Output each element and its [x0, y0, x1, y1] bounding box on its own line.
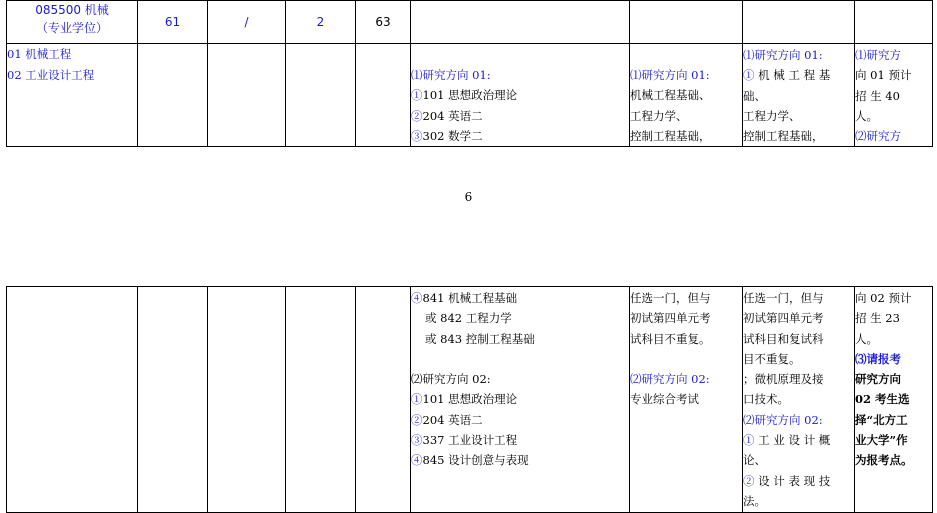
- empty-cell: [286, 287, 356, 513]
- quota-cell-b: /: [208, 1, 286, 44]
- equal-subjects-cell: [743, 287, 855, 513]
- retest-line: ⑴研究方向 01:: [630, 68, 710, 82]
- exam-line: ④841 机械工程基础: [411, 291, 518, 305]
- equal-line: ⑴研究方向 01:: [743, 48, 823, 62]
- exam-subjects-cell: [411, 44, 630, 147]
- equal-line: ；微机原理及接: [743, 372, 824, 387]
- note-line: 为报考点。: [855, 453, 913, 468]
- empty-cell: [356, 287, 411, 513]
- equal-line: 法。: [743, 493, 766, 508]
- empty-cell: [138, 287, 208, 513]
- note-line: 人。: [855, 331, 878, 346]
- empty-cell: [286, 44, 356, 147]
- equal-line: ① 工 业 设 计 概: [743, 433, 831, 448]
- major-cell: [7, 1, 138, 44]
- empty-cell: [208, 287, 286, 513]
- table-row-continued: [7, 287, 933, 513]
- note-line: 择“北方工: [855, 412, 908, 427]
- admissions-table-top: [6, 0, 933, 147]
- retest-subjects-cell: [630, 287, 743, 513]
- equal-line: 目不重复。: [743, 351, 801, 366]
- equal-line: ① 机 械 工 程 基: [743, 68, 831, 83]
- note-line: 研究方向: [855, 372, 901, 387]
- exam-line: [411, 349, 629, 369]
- exam-line: ③337 工业设计工程: [411, 433, 518, 448]
- note-line: 向 02 预计: [855, 291, 912, 305]
- retest-line: 机械工程基础、: [630, 88, 711, 103]
- retest-line: 试科目不重复。: [630, 331, 711, 346]
- note-line: ⑴研究方: [855, 48, 901, 62]
- note-line: 招 生 23: [855, 311, 900, 326]
- exam-subjects-cell: [411, 287, 630, 513]
- note-line: 招 生 40: [855, 88, 900, 103]
- exam-line: 或 842 工程力学: [425, 311, 512, 326]
- equal-line: 任选一门，但与: [743, 291, 824, 305]
- empty-cell: [630, 1, 743, 44]
- retest-subjects-cell: [630, 44, 743, 147]
- retest-line: ⑵研究方向 02:: [630, 372, 710, 387]
- equal-line: 口技术。: [743, 392, 789, 407]
- exam-line: ①101 思想政治理论: [411, 88, 518, 103]
- table-row-directions: [7, 44, 933, 147]
- equal-subjects-cell: [743, 44, 855, 147]
- exam-line: ③302 数学二: [411, 128, 483, 143]
- retest-line: [630, 349, 742, 369]
- equal-line: 工程力学、: [743, 108, 801, 123]
- exam-line: 或 843 控制工程基础: [425, 331, 535, 346]
- empty-cell: [7, 287, 138, 513]
- notes-cell: [855, 44, 933, 147]
- retest-line: 任选一门，但与: [630, 291, 711, 305]
- notes-cell: [855, 287, 933, 513]
- exam-line: ①101 思想政治理论: [411, 392, 518, 407]
- retest-line: 专业综合考试: [630, 392, 699, 407]
- equal-line: 础、: [743, 88, 766, 103]
- retest-line: 控制工程基础，: [630, 128, 711, 143]
- equal-line: 初试第四单元考: [743, 311, 824, 326]
- empty-cell: [855, 1, 933, 44]
- quota-cell-total: 63: [356, 1, 411, 44]
- exam-line: ④845 设计创意与表现: [411, 453, 529, 468]
- note-line: 业大学”作: [855, 433, 908, 448]
- major-type: （专业学位）: [35, 21, 108, 35]
- page-number: 6: [464, 190, 473, 204]
- direction-item: 02 工业设计工程: [7, 68, 95, 82]
- empty-cell: [356, 44, 411, 147]
- equal-line: 试科目和复试科: [743, 331, 824, 346]
- note-line: ⑶请报考: [855, 351, 901, 366]
- retest-line: 工程力学、: [630, 108, 688, 123]
- directions-cell: [7, 44, 138, 147]
- note-line: 向 01 预计: [855, 68, 912, 83]
- note-line: 人。: [855, 108, 878, 123]
- note-line: ⑵研究方: [855, 129, 901, 144]
- empty-cell: [138, 44, 208, 147]
- equal-line: 论、: [743, 453, 766, 468]
- quota-cell-a: 61: [138, 1, 208, 44]
- exam-line: ⑵研究方向 02:: [411, 372, 491, 387]
- note-line: 02 考生选: [855, 392, 910, 407]
- equal-line: 控制工程基础，: [743, 129, 824, 144]
- exam-line: ⑴研究方向 01:: [411, 68, 491, 82]
- major-code-name: 085500 机械: [35, 3, 109, 17]
- retest-line: 初试第四单元考: [630, 311, 711, 326]
- equal-line: ⑵研究方向 02:: [743, 412, 823, 427]
- empty-cell: [208, 44, 286, 147]
- quota-cell-c: 2: [286, 1, 356, 44]
- admissions-table-bottom: [6, 286, 933, 513]
- direction-item: 01 机械工程: [7, 47, 72, 61]
- empty-cell: [411, 1, 630, 44]
- exam-line: ②204 英语二: [411, 412, 483, 427]
- equal-line: ② 设 计 表 现 技: [743, 473, 831, 488]
- table-row-major: [7, 1, 933, 44]
- empty-cell: [743, 1, 855, 44]
- exam-line: ②204 英语二: [411, 108, 483, 123]
